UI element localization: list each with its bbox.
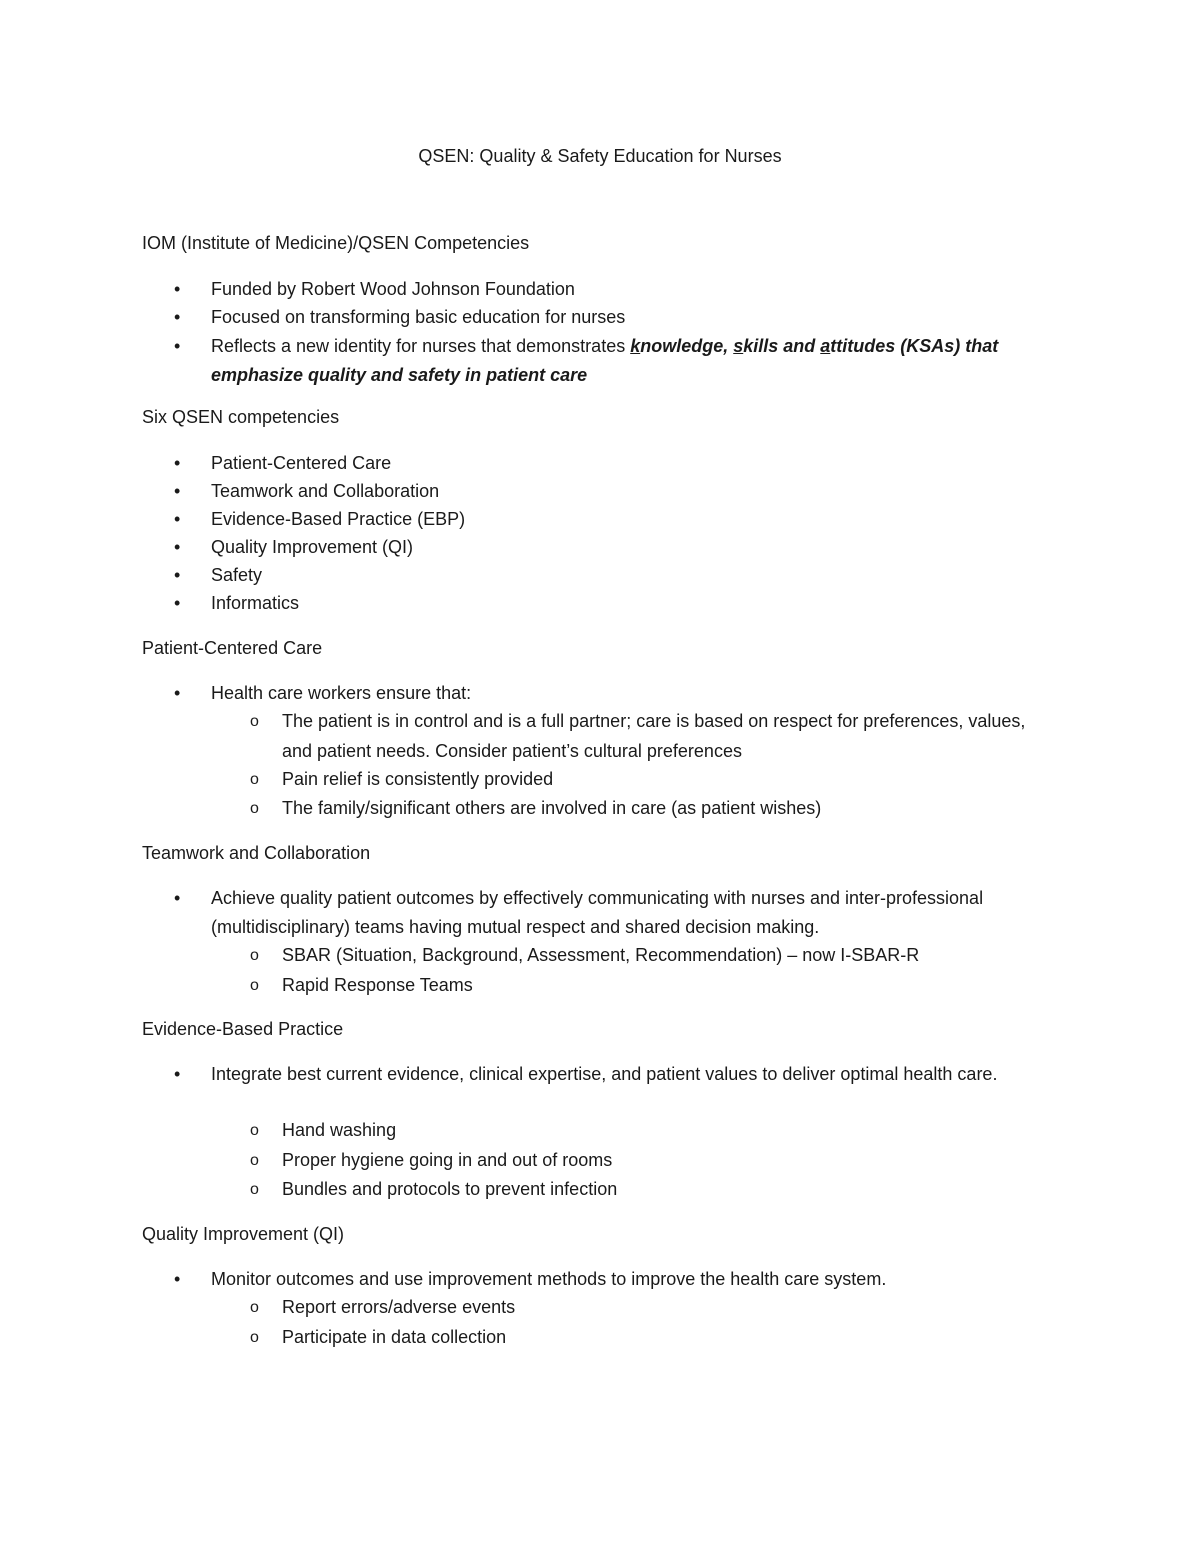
sub-list-item: o The family/significant others are involved in care (as patient wishes)	[250, 794, 1050, 824]
sub-list-item: o Hand washing	[250, 1116, 1050, 1146]
bullet-icon: •	[174, 336, 181, 356]
bullet-icon: •	[174, 1269, 181, 1289]
sub-bullet-icon: o	[250, 1122, 259, 1139]
sub-bullet-icon: o	[250, 1299, 259, 1316]
document-title: QSEN: Quality & Safety Education for Nurses	[418, 146, 782, 166]
sub-bullet-icon: o	[250, 800, 259, 817]
list-item: • Safety	[174, 561, 1054, 590]
sub-list-item: o Rapid Response Teams	[250, 971, 1050, 1001]
sub-bullet-icon: o	[250, 771, 259, 788]
bullet-icon: •	[174, 1064, 181, 1084]
list-item: • Achieve quality patient outcomes by effectively communicating with nurses and inter-professional (multidisciplinary) teams having mutual respect and shared decision making.	[174, 884, 1054, 941]
section-heading-teamwork: Teamwork and Collaboration	[142, 843, 371, 863]
list-item: • Patient-Centered Care	[174, 449, 1054, 478]
sub-bullet-icon: o	[250, 713, 259, 730]
sub-list-item: o Report errors/adverse events	[250, 1293, 1050, 1323]
sub-list-item: o The patient is in control and is a full partner; care is based on respect for preferences, values, and patient needs. Consider patient’s cultural preferences	[250, 707, 1050, 766]
list-item: • Funded by Robert Wood Johnson Foundation	[174, 275, 1054, 304]
bullet-icon: •	[174, 307, 181, 327]
list-item: • Quality Improvement (QI)	[174, 533, 1054, 562]
list-item: • Integrate best current evidence, clinical expertise, and patient values to deliver optimal health care.	[174, 1060, 1054, 1089]
list-item: • Health care workers ensure that:	[174, 679, 1054, 708]
list-item: • Teamwork and Collaboration	[174, 477, 1054, 506]
bullet-icon: •	[174, 565, 181, 585]
sub-list-item: o Pain relief is consistently provided	[250, 765, 1050, 795]
bullet-icon: •	[174, 888, 181, 908]
list-item: • Evidence-Based Practice (EBP)	[174, 505, 1054, 534]
sub-list-item: o Participate in data collection	[250, 1323, 1050, 1353]
sub-list-item: o Bundles and protocols to prevent infection	[250, 1175, 1050, 1205]
list-item: • Focused on transforming basic education for nurses	[174, 303, 1054, 332]
sub-bullet-icon: o	[250, 947, 259, 964]
sub-bullet-icon: o	[250, 1152, 259, 1169]
sub-list-item: o SBAR (Situation, Background, Assessment, Recommendation) – now I-SBAR-R	[250, 941, 1050, 971]
sub-bullet-icon: o	[250, 1329, 259, 1346]
bullet-icon: •	[174, 509, 181, 529]
section-heading-qi: Quality Improvement (QI)	[142, 1224, 345, 1244]
sub-list-item: o Proper hygiene going in and out of rooms	[250, 1146, 1050, 1176]
bullet-icon: •	[174, 593, 181, 613]
sub-bullet-icon: o	[250, 977, 259, 994]
bullet-icon: •	[174, 453, 181, 473]
section-heading-ebp: Evidence-Based Practice	[142, 1019, 344, 1039]
list-item: • Informatics	[174, 589, 1054, 618]
section-heading-six-competencies: Six QSEN competencies	[142, 407, 340, 427]
bullet-icon: •	[174, 481, 181, 501]
sub-bullet-icon: o	[250, 1181, 259, 1198]
section-heading-patient-centered-care: Patient-Centered Care	[142, 638, 323, 658]
bullet-icon: •	[174, 537, 181, 557]
bullet-icon: •	[174, 279, 181, 299]
section-heading-iom: IOM (Institute of Medicine)/QSEN Competencies	[142, 233, 530, 253]
list-item: • Monitor outcomes and use improvement methods to improve the health care system.	[174, 1265, 1054, 1294]
bullet-icon: •	[174, 683, 181, 703]
list-item-ksa: • Reflects a new identity for nurses that demonstrates knowledge, skills and attitudes (KSAs) that emphasize quality and safety in patient care	[174, 332, 1054, 389]
